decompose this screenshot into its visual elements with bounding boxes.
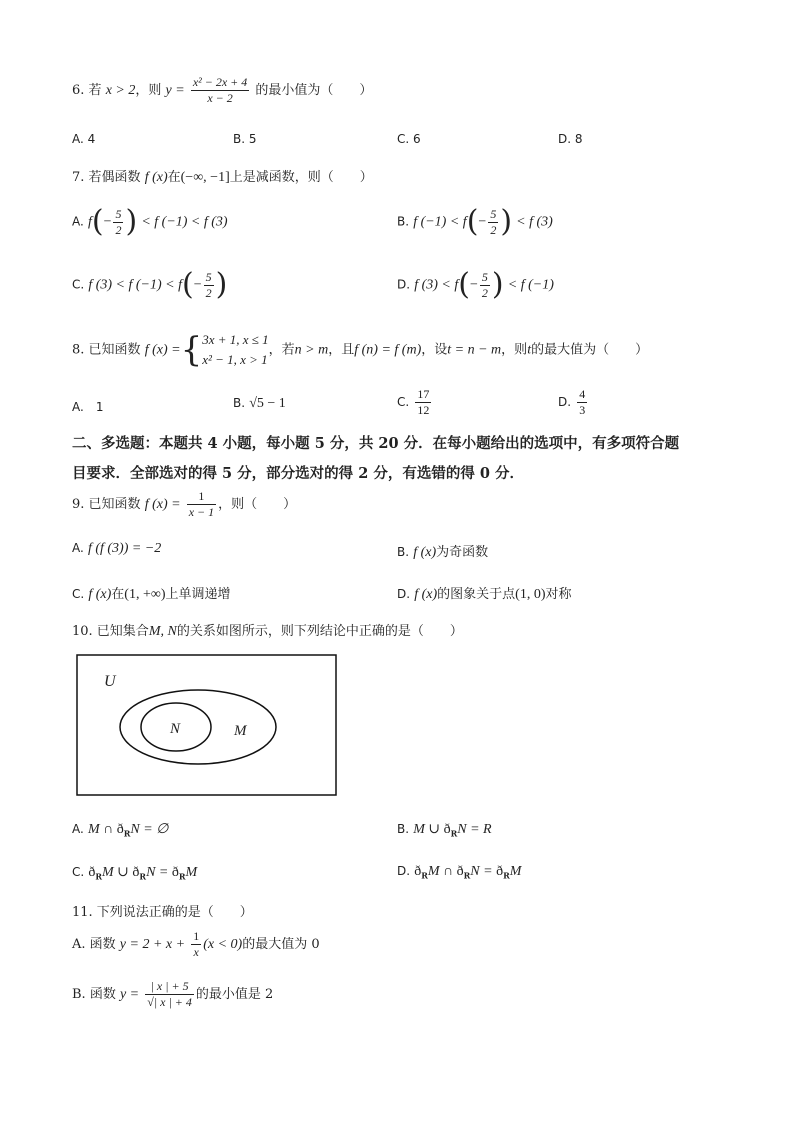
q10-d-comp-3: ð (496, 864, 504, 879)
q8-b-label: B. (233, 396, 246, 410)
q11-a-frac-den: x (193, 945, 199, 959)
q9-c-in: 在 (111, 587, 125, 602)
q10-stem-pre: 10. 已知集合 (72, 624, 149, 639)
q7-b-frac-num: 5 (490, 206, 497, 221)
q7-c-frac-num: 5 (205, 269, 212, 284)
q10-c-r-1: R (95, 871, 102, 882)
venn-label-n: N (170, 721, 181, 737)
q7-a-label: A. (72, 214, 84, 229)
q8-cond-1: n > m (294, 342, 329, 358)
venn-universe-box (77, 655, 336, 795)
q8-stem-post: 的最大值为（ ） (531, 342, 649, 358)
q10-d-expr: M ∩ (427, 864, 457, 879)
q10-sets: M, N (148, 624, 177, 639)
q6-stem (72, 76, 372, 105)
q7-c-label: C. (72, 277, 85, 292)
q11-a-cond: (x < 0) (203, 937, 243, 952)
q6-frac-den: x − 2 (207, 91, 233, 105)
q9-d-point: (1, 0) (515, 587, 546, 602)
q9-option-b (397, 541, 488, 561)
q11-a-pre: A. 函数 (72, 937, 116, 952)
q10-d-comp-2: ð (456, 864, 464, 879)
q7-d-frac (480, 271, 490, 300)
q8-option-c (397, 388, 433, 417)
q7-option-b: B. f (−1) < f(− $\frac{5}{2}$ ) < f (3) (397, 204, 553, 239)
q7-option-a: A. f(− $\frac{5}{2}$ ) < f (−1) < f (3) (72, 204, 228, 239)
q8-c-frac-num: 17 (417, 387, 430, 401)
q9-frac-den: x − 1 (188, 505, 215, 519)
q10-d-r-3: R (503, 870, 510, 881)
q10-c-expr: M ∪ (102, 865, 133, 880)
q10-b-r: R (450, 828, 458, 839)
q7-stem-pre: 7. 若偶函数 (72, 170, 141, 185)
q8-cond-3: t = n − m (447, 342, 502, 358)
q7-a-frac (113, 208, 123, 237)
q7-option-c: C. f (3) < f (−1) < f(− $\frac{5}{2}$ ) (72, 267, 228, 302)
q9-c-expr: f (x) (88, 587, 112, 602)
q11-b-expr: y = (119, 987, 140, 1002)
q10-d-label: D. (397, 864, 411, 878)
q7-b-frac-den: 2 (490, 222, 497, 237)
q8-b-expr: √5 − 1 (249, 396, 286, 411)
q6-option-d: D. 8 (558, 132, 583, 146)
q7-a-frac-den: 2 (115, 222, 122, 237)
q9-c-label: C. (72, 587, 85, 601)
q10-c-m: M (185, 865, 198, 880)
q11-stem: 11. 下列说法正确的是（ ） (72, 905, 253, 920)
q10-d-r-1: R (421, 870, 428, 881)
q7-b-rest: < f (3) (516, 214, 553, 230)
q10-option-b (397, 821, 492, 839)
q7-c-left: f (3) < f (−1) < f (88, 277, 183, 293)
q10-b-comp: ð (443, 822, 451, 837)
q9-a-label: A. (72, 541, 84, 555)
q10-d-m: M (509, 864, 522, 879)
q9-stem-pre: 9. 已知函数 (72, 497, 141, 512)
q7-a-f: f (87, 214, 92, 230)
q6-sep: ，则 (135, 83, 162, 98)
q9-option-c (72, 583, 231, 603)
q10-c-comp-2: ð (132, 865, 140, 880)
q9-c-text: 上单调递增 (165, 587, 231, 602)
q7-d-left: f (3) < f (414, 277, 459, 293)
section2-line-2: 目要求．全部选对的得 5 分，部分选对的得 2 分，有选错的得 0 分． (72, 465, 525, 482)
q11-a-post: 的最大值为 0 (242, 937, 320, 952)
q7-a-rest: < f (−1) < f (3) (141, 214, 228, 230)
q10-c-r-2: R (139, 871, 147, 882)
q11-option-b (72, 980, 273, 1009)
q8-case-2: x² − 1, x > 1 (202, 352, 268, 367)
q7-interval: (−∞, −1] (180, 170, 230, 185)
venn-label-m: M (234, 723, 247, 739)
q8-mid-3: ，设 (421, 342, 448, 358)
q9-option-a (72, 541, 161, 557)
venn-label-u: U (104, 673, 116, 690)
q11-b-frac (145, 980, 194, 1009)
q9-frac (187, 490, 216, 519)
venn-set-m (120, 690, 276, 764)
q7-a-frac-num: 5 (115, 206, 122, 221)
q9-d-text: 的图象关于点 (437, 587, 516, 602)
q7-stem-post: 上是减函数，则（ ） (229, 170, 373, 185)
q11-a-expr: y = 2 + x + (119, 937, 186, 952)
q7-b-frac (488, 208, 498, 237)
q7-b-label: B. (397, 214, 410, 229)
q8-fx-eq: f (x) = (144, 342, 181, 358)
q9-d-label: D. (397, 587, 411, 601)
q6-option-a: A. 4 (72, 132, 96, 146)
q10-d-r-2: R (463, 870, 471, 881)
q11-b-frac-den: √| x | + 4 (147, 995, 192, 1009)
q8-mid-1: ，若 (268, 342, 295, 358)
q7-d-frac-den: 2 (481, 285, 488, 300)
q9-d-expr: f (x) (414, 587, 438, 602)
q9-b-expr: f (x) (413, 545, 437, 560)
q10-c-tail: N = (146, 865, 172, 880)
q8-stem-pre: 8. 已知函数 (72, 342, 141, 358)
q6-condition: x > 2 (105, 83, 136, 98)
q7-d-rest: < f (−1) (507, 277, 554, 293)
q9-d-text2: 对称 (545, 587, 572, 602)
q10-stem-post: 的关系如图所示，则下列结论中正确的是（ ） (176, 624, 463, 639)
q11-a-frac-num: 1 (193, 929, 200, 943)
q8-stem: 8. 已知函数 f (x) ={ 3x + 1, x ≤ 1 x² − 1, x > 1 ，若n > m，且f (n) = f (m)，设t = n − m，则t的最大值为（ ） (72, 330, 649, 370)
q10-c-r-3: R (178, 871, 186, 882)
q10-d-tail: N = (470, 864, 497, 879)
q9-option-d (397, 583, 572, 603)
q10-a-comp: ð (116, 822, 124, 837)
q10-option-a (72, 821, 168, 839)
q8-t: t (527, 342, 532, 358)
q9-b-text: 为奇函数 (436, 545, 489, 560)
q6-fraction (191, 76, 249, 105)
q8-d-frac-num: 4 (579, 387, 586, 401)
q7-b-left: f (−1) < f (413, 214, 467, 230)
q9-frac-num: 1 (187, 490, 216, 505)
q8-cond-2: f (n) = f (m) (354, 342, 422, 358)
q10-d-comp-1: ð (414, 864, 422, 879)
q8-c-frac (415, 388, 431, 417)
q8-c-frac-den: 12 (417, 403, 430, 417)
q10-c-label: C. (72, 865, 85, 879)
q8-d-label: D. (558, 395, 572, 409)
q9-stem-post: ，则（ ） (218, 497, 297, 512)
q7-c-frac-den: 2 (205, 285, 212, 300)
q7-in: 在 (167, 170, 181, 185)
q10-a-tail: N = ∅ (130, 822, 169, 837)
q8-option-d (558, 388, 589, 417)
q11-option-a (72, 930, 320, 959)
q10-option-d (397, 864, 521, 881)
q8-option-b (233, 396, 286, 412)
q7-c-frac (204, 271, 214, 300)
q7-d-frac-num: 5 (481, 269, 488, 284)
q8-d-frac-den: 3 (579, 403, 586, 417)
q9-stem (72, 490, 296, 519)
q10-option-c (72, 864, 197, 882)
q10-b-tail: N = R (457, 822, 492, 837)
q11-b-frac-num: | x | + 5 (145, 980, 194, 995)
q8-d-frac (577, 388, 587, 417)
q6-frac-num: x² − 2x + 4 (192, 75, 248, 89)
q9-fx-eq: f (x) = (144, 497, 181, 512)
q10-c-comp-3: ð (171, 865, 179, 880)
q6-y-eq: y = (165, 83, 185, 98)
q9-c-interval: (1, +∞) (124, 587, 166, 602)
q11-b-post: 的最小值是 2 (195, 987, 274, 1002)
q10-b-label: B. (397, 822, 410, 836)
venn-diagram (76, 654, 338, 798)
q10-stem (72, 620, 463, 640)
q8-cases (202, 330, 268, 370)
q6-stem-pre: 6. 若 (72, 83, 102, 98)
q10-c-comp-1: ð (88, 865, 96, 880)
q6-stem-post: 的最小值为（ ） (255, 83, 373, 98)
q11-a-frac (191, 930, 201, 959)
q6-option-c: C. 6 (397, 132, 421, 146)
q9-a-expr: f (f (3)) = −2 (87, 541, 162, 556)
q8-c-label: C. (397, 395, 410, 409)
q6-option-b: B. 5 (233, 132, 257, 146)
q7-option-d: D. f (3) < f(− $\frac{5}{2}$ ) < f (−1) (397, 267, 554, 302)
q10-a-r: R (123, 828, 131, 839)
q8-mid-4: ，则 (501, 342, 528, 358)
q10-a-label: A. (72, 822, 84, 836)
q9-b-label: B. (397, 545, 410, 559)
q8-mid-2: ，且 (328, 342, 355, 358)
q7-stem (72, 166, 373, 186)
q10-a-expr: M ∩ (87, 822, 117, 837)
q11-b-pre: B. 函数 (72, 987, 116, 1002)
section2-line-1: 二、多选题：本题共 4 小题，每小题 5 分，共 20 分．在每小题给出的选项中，有多项符合题 (72, 435, 680, 452)
q8-option-a: A. 1 (72, 400, 104, 414)
q10-b-expr: M ∪ (413, 822, 444, 837)
q8-case-1: 3x + 1, x ≤ 1 (202, 332, 269, 347)
q7-fx: f (x) (144, 170, 168, 185)
q7-d-label: D. (397, 277, 411, 292)
